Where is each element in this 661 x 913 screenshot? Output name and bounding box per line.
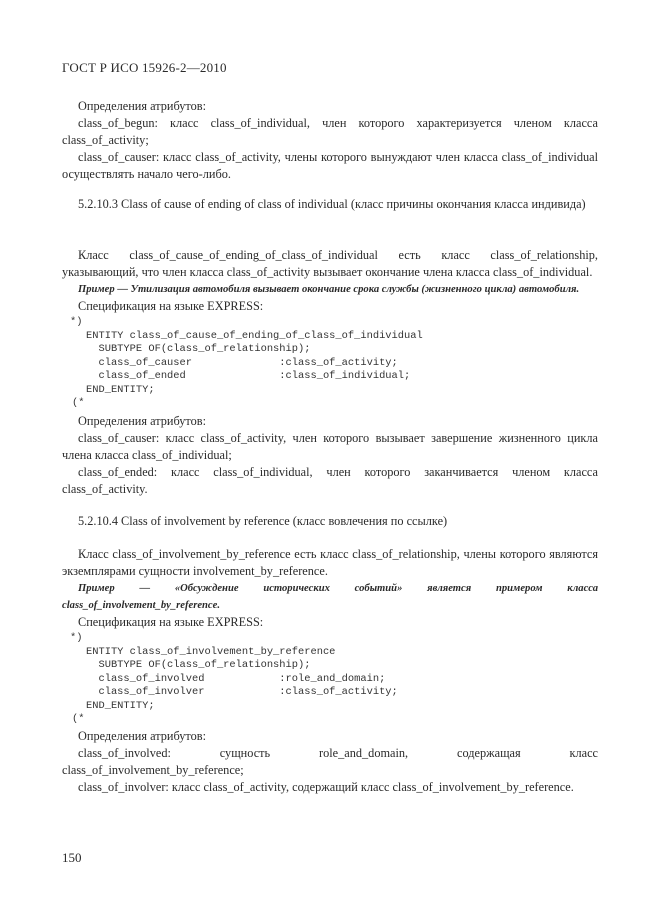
definitions-title: Определения атрибутов: xyxy=(78,99,207,113)
code-comment-open: (* xyxy=(72,397,85,409)
code-line: END_ENTITY; xyxy=(86,383,155,396)
section-heading-5-2-10-3: 5.2.10.3 Class of cause of ending of class of individual (класс причины окончания класса индивида) xyxy=(78,197,586,211)
definitions-title: Определения атрибутов: xyxy=(78,414,207,428)
section-paragraph: Класс class_of_involvement_by_reference есть класс class_of_relationship, члены которого являются экземплярами сущности involvement_by_reference. xyxy=(62,547,598,578)
code-comment-open: (* xyxy=(72,713,85,725)
section-3-body xyxy=(62,546,598,631)
example-note: Пример — «Обсуждение исторических событий» является примером класса class_of_involvement_by_reference. xyxy=(62,583,598,611)
definition-class-of-causer: class_of_causer: класс class_of_activity, член которого вызывает завершение жизненного цикла члена класса class_of_individual; xyxy=(62,431,598,462)
section-2-body xyxy=(62,247,598,315)
code-line: END_ENTITY; xyxy=(86,699,155,712)
section-paragraph: Класс class_of_cause_of_ending_of_class_of_individual есть класс class_of_relationship, указывающий, что член класса class_of_activity вызывает окончание члена класса class_of_individual. xyxy=(62,248,598,279)
definition-class-of-involved: class_of_involved: сущность role_and_domain, содержащая класс class_of_involvement_by_reference; xyxy=(62,746,598,777)
code-line: ENTITY class_of_cause_of_ending_of_class_of_individual xyxy=(86,329,423,342)
code-line: class_of_causer :class_of_activity; xyxy=(86,356,398,369)
code-comment-close: *) xyxy=(70,632,83,644)
code-line: class_of_involved :role_and_domain; xyxy=(86,672,386,685)
definition-class-of-causer: class_of_causer: класс class_of_activity, члены которого вынуждают член класса class_of_individual осуществлять начало чего-либо. xyxy=(62,150,598,181)
attribute-definitions-2 xyxy=(62,413,598,498)
attribute-definitions-3 xyxy=(62,728,598,796)
express-spec-label: Спецификация на языке EXPRESS: xyxy=(78,299,264,313)
document-header: ГОСТ Р ИСО 15926-2—2010 xyxy=(62,60,227,75)
express-spec-label: Спецификация на языке EXPRESS: xyxy=(78,615,264,629)
express-code-block-2 xyxy=(62,632,398,727)
definition-class-of-involver: class_of_involver: класс class_of_activity, содержащий класс class_of_involvement_by_reference. xyxy=(78,780,574,794)
attribute-definitions-1 xyxy=(62,98,598,183)
definitions-title: Определения атрибутов: xyxy=(78,729,207,743)
code-comment-close: *) xyxy=(70,316,83,328)
code-line: SUBTYPE OF(class_of_relationship); xyxy=(86,659,311,671)
page-number: 150 xyxy=(62,850,82,865)
example-note: Пример — Утилизация автомобиля вызывает окончание срока службы (жизненного цикла) автомобиля. xyxy=(78,284,580,295)
definition-class-of-begun: class_of_begun: класс class_of_individual, член которого характеризуется членом класса class_of_activity; xyxy=(62,116,598,147)
code-line: class_of_involver :class_of_activity; xyxy=(86,686,398,698)
section-heading-5-2-10-4: 5.2.10.4 Class of involvement by reference (класс вовлечения по ссылке) xyxy=(78,514,448,528)
definition-class-of-ended: class_of_ended: класс class_of_individual, член которого заканчивается членом класса class_of_activity. xyxy=(62,465,598,496)
code-line: SUBTYPE OF(class_of_relationship); xyxy=(86,343,311,355)
code-line: ENTITY class_of_involvement_by_reference xyxy=(86,645,336,658)
express-code-block-1 xyxy=(62,316,423,411)
code-line: class_of_ended :class_of_individual; xyxy=(86,370,411,382)
